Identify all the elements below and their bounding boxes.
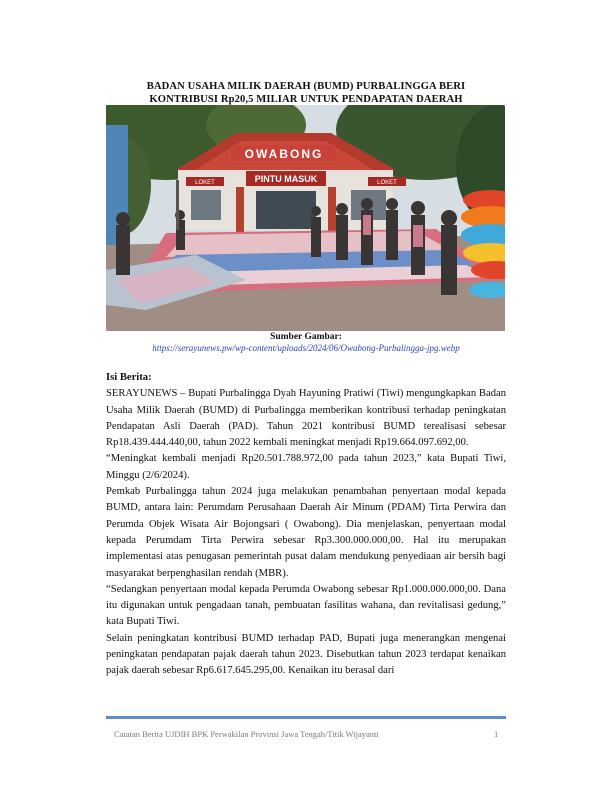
- sign-loket-right: LOKET: [377, 180, 397, 186]
- article-body: [106, 370, 506, 680]
- document-title: [106, 80, 506, 106]
- paragraph-1: SERAYUNEWS – Bupati Purbalingga Dyah Hayuning Pratiwi (Tiwi) mengungkapkan Badan Usaha Milik Daerah (BUMD) di Purbalingga memberikan kontribusi terhadap peningkatan Pendapatan Asli Daerah (PAD). Tahun 2021 kontribusi BUMD terealisasi sebesar Rp18.439.444.440,00, tahun 2022 kembali meningkat menjadi Rp19.664.097.692,00.: [106, 388, 506, 449]
- news-photo: [106, 105, 505, 331]
- paragraph-5: Selain peningkatan kontribusi BUMD terhadap PAD, Bupati juga menerangkan mengenai peningkatan pendapatan pajak daerah tahun 2023. Disebutkan tahun 2023 terdapat kenaikan pajak daerah sebesar Rp6.617.645.295,00. Kenaikan itu berasal dari: [106, 632, 506, 677]
- sign-owabong: OWABONG: [244, 147, 324, 161]
- title-line-1: BADAN USAHA MILIK DAERAH (BUMD) PURBALINGGA BERI: [146, 81, 466, 92]
- sign-pintu-masuk: PINTU MASUK: [254, 174, 318, 184]
- owabong-gate-illustration: [106, 105, 505, 331]
- title-line-2: KONTRIBUSI Rp20,5 MILIAR UNTUK PENDAPATAN DAERAH: [149, 94, 463, 105]
- footer-divider: [106, 716, 506, 719]
- paragraph-4: “Sedangkan penyertaan modal kepada Perumda Owabong sebesar Rp1.000.000.000,00. Dana itu digunakan untuk pengadaan tanah, pembuatan fasilitas wahana, dan revitalisasi gedung,” kata Bupati Tiwi.: [106, 583, 506, 628]
- section-heading: Isi Berita:: [106, 372, 152, 383]
- image-source-link[interactable]: https://serayunews.pw/wp-content/uploads/2024/06/Owabong-Purbalingga-jpg.webp: [152, 343, 460, 353]
- image-source-label: Sumber Gambar:: [270, 332, 342, 342]
- sign-loket-left: LOKET: [195, 180, 215, 186]
- paragraph-3: Pemkab Purbalingga tahun 2024 juga melakukan penambahan penyertaan modal kepada BUMD, antara lain: Perumdam Perusahaan Daerah Air Minum (PDAM) Tirta Perwira dan Perumda Objek Wisata Air Bojongsari ( Owabong). Dia menjelaskan, penyertaan modal kepada Perumdam Tirta Perwira sebesar Rp3.300.000.000,00. Hal itu merupakan implementasi atas penugasan pemerintah pusat dalam mendukung penyediaan air bersih bagi masyarakat berpenghasilan rendah (MBR).: [106, 486, 506, 579]
- footer-text: Catatan Berita UJDIH BPK Perwakilan Provinsi Jawa Tengah/Titik Wijayanti: [114, 729, 379, 739]
- paragraph-2: “Meningkat kembali menjadi Rp20.501.788.972,00 pada tahun 2023,” kata Bupati Tiwi, Minggu (2/6/2024).: [106, 453, 506, 481]
- page-number: 1: [494, 729, 499, 739]
